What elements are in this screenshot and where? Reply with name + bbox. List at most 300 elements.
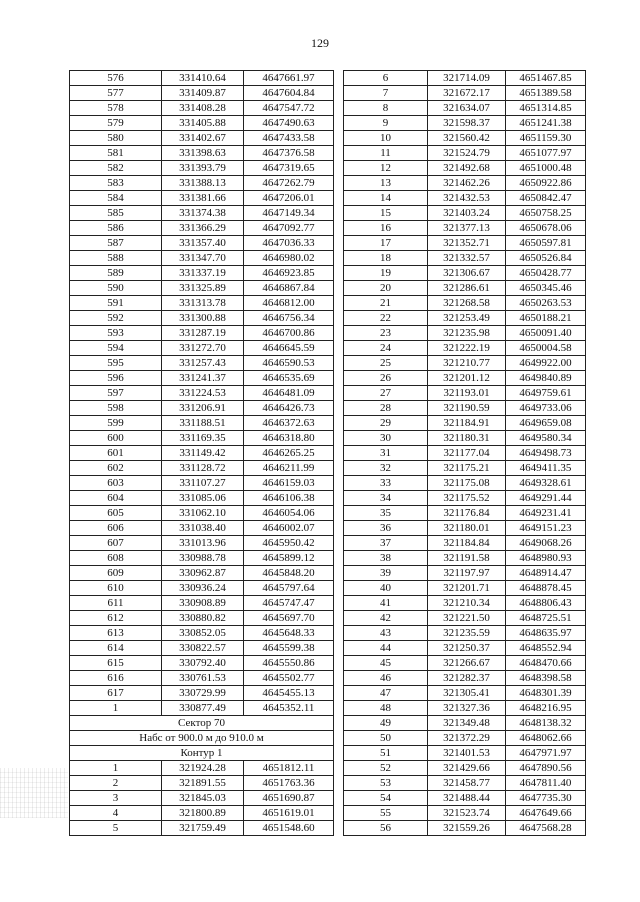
x-coordinate-cell: 321349.48 bbox=[428, 716, 506, 731]
table-row bbox=[344, 401, 586, 416]
table-row bbox=[70, 791, 334, 806]
point-number-cell: 23 bbox=[344, 326, 428, 341]
table-row bbox=[344, 731, 586, 746]
y-coordinate-cell: 4647206.01 bbox=[244, 191, 334, 206]
point-number-cell: 48 bbox=[344, 701, 428, 716]
x-coordinate-cell: 321559.26 bbox=[428, 821, 506, 836]
point-number-cell: 613 bbox=[70, 626, 162, 641]
table-row bbox=[70, 86, 334, 101]
point-number-cell: 606 bbox=[70, 521, 162, 536]
point-number-cell: 584 bbox=[70, 191, 162, 206]
point-number-cell: 39 bbox=[344, 566, 428, 581]
point-number-cell: 597 bbox=[70, 386, 162, 401]
table-row bbox=[344, 176, 586, 191]
x-coordinate-cell: 321286.61 bbox=[428, 281, 506, 296]
x-coordinate-cell: 321210.34 bbox=[428, 596, 506, 611]
table-row bbox=[344, 446, 586, 461]
x-coordinate-cell: 331409.87 bbox=[162, 86, 244, 101]
table-row bbox=[344, 236, 586, 251]
point-number-cell: 3 bbox=[70, 791, 162, 806]
table-row bbox=[70, 596, 334, 611]
point-number-cell: 587 bbox=[70, 236, 162, 251]
table-row bbox=[344, 146, 586, 161]
x-coordinate-cell: 330729.99 bbox=[162, 686, 244, 701]
point-number-cell: 31 bbox=[344, 446, 428, 461]
x-coordinate-cell: 321429.66 bbox=[428, 761, 506, 776]
y-coordinate-cell: 4647433.58 bbox=[244, 131, 334, 146]
table-row bbox=[344, 686, 586, 701]
point-number-cell: 32 bbox=[344, 461, 428, 476]
point-number-cell: 12 bbox=[344, 161, 428, 176]
y-coordinate-cell: 4648301.39 bbox=[506, 686, 586, 701]
table-row bbox=[344, 101, 586, 116]
sector-height-row bbox=[70, 731, 334, 746]
x-coordinate-cell: 331062.10 bbox=[162, 506, 244, 521]
x-coordinate-cell: 321180.31 bbox=[428, 431, 506, 446]
table-row bbox=[70, 821, 334, 836]
table-row bbox=[344, 566, 586, 581]
x-coordinate-cell: 321458.77 bbox=[428, 776, 506, 791]
x-coordinate-cell: 331257.43 bbox=[162, 356, 244, 371]
point-number-cell: 55 bbox=[344, 806, 428, 821]
table-row bbox=[70, 656, 334, 671]
y-coordinate-cell: 4647376.58 bbox=[244, 146, 334, 161]
point-number-cell: 18 bbox=[344, 251, 428, 266]
x-coordinate-cell: 331128.72 bbox=[162, 461, 244, 476]
y-coordinate-cell: 4650922.86 bbox=[506, 176, 586, 191]
x-coordinate-cell: 330962.87 bbox=[162, 566, 244, 581]
point-number-cell: 52 bbox=[344, 761, 428, 776]
y-coordinate-cell: 4646481.09 bbox=[244, 386, 334, 401]
y-coordinate-cell: 4649328.61 bbox=[506, 476, 586, 491]
x-coordinate-cell: 331393.79 bbox=[162, 161, 244, 176]
x-coordinate-cell: 331313.78 bbox=[162, 296, 244, 311]
y-coordinate-cell: 4649922.00 bbox=[506, 356, 586, 371]
y-coordinate-cell: 4651389.58 bbox=[506, 86, 586, 101]
point-number-cell: 586 bbox=[70, 221, 162, 236]
y-coordinate-cell: 4648398.58 bbox=[506, 671, 586, 686]
point-number-cell: 27 bbox=[344, 386, 428, 401]
y-coordinate-cell: 4648635.97 bbox=[506, 626, 586, 641]
x-coordinate-cell: 331410.64 bbox=[162, 71, 244, 86]
point-number-cell: 37 bbox=[344, 536, 428, 551]
x-coordinate-cell: 321891.55 bbox=[162, 776, 244, 791]
point-number-cell: 19 bbox=[344, 266, 428, 281]
table-row bbox=[70, 251, 334, 266]
point-number-cell: 599 bbox=[70, 416, 162, 431]
y-coordinate-cell: 4649659.08 bbox=[506, 416, 586, 431]
y-coordinate-cell: 4646426.73 bbox=[244, 401, 334, 416]
point-number-cell: 54 bbox=[344, 791, 428, 806]
y-coordinate-cell: 4646923.85 bbox=[244, 266, 334, 281]
point-number-cell: 6 bbox=[344, 71, 428, 86]
table-row bbox=[344, 341, 586, 356]
x-coordinate-cell: 331206.91 bbox=[162, 401, 244, 416]
x-coordinate-cell: 330822.57 bbox=[162, 641, 244, 656]
x-coordinate-cell: 321523.74 bbox=[428, 806, 506, 821]
x-coordinate-cell: 331241.37 bbox=[162, 371, 244, 386]
y-coordinate-cell: 4651690.87 bbox=[244, 791, 334, 806]
point-number-cell: 614 bbox=[70, 641, 162, 656]
table-row bbox=[344, 596, 586, 611]
point-number-cell: 33 bbox=[344, 476, 428, 491]
point-number-cell: 51 bbox=[344, 746, 428, 761]
point-number-cell: 14 bbox=[344, 191, 428, 206]
y-coordinate-cell: 4649840.89 bbox=[506, 371, 586, 386]
table-row bbox=[70, 266, 334, 281]
y-coordinate-cell: 4651241.38 bbox=[506, 116, 586, 131]
point-number-cell: 4 bbox=[70, 806, 162, 821]
table-row bbox=[344, 581, 586, 596]
table-row bbox=[70, 161, 334, 176]
y-coordinate-cell: 4647319.65 bbox=[244, 161, 334, 176]
x-coordinate-cell: 321845.03 bbox=[162, 791, 244, 806]
x-coordinate-cell: 321201.71 bbox=[428, 581, 506, 596]
x-coordinate-cell: 321488.44 bbox=[428, 791, 506, 806]
x-coordinate-cell: 331402.67 bbox=[162, 131, 244, 146]
point-number-cell: 1 bbox=[70, 701, 162, 716]
x-coordinate-cell: 321191.58 bbox=[428, 551, 506, 566]
x-coordinate-cell: 321492.68 bbox=[428, 161, 506, 176]
x-coordinate-cell: 330852.05 bbox=[162, 626, 244, 641]
point-number-cell: 610 bbox=[70, 581, 162, 596]
x-coordinate-cell: 321332.57 bbox=[428, 251, 506, 266]
point-number-cell: 577 bbox=[70, 86, 162, 101]
y-coordinate-cell: 4651812.11 bbox=[244, 761, 334, 776]
y-coordinate-cell: 4647149.34 bbox=[244, 206, 334, 221]
table-row bbox=[70, 701, 334, 716]
y-coordinate-cell: 4647262.79 bbox=[244, 176, 334, 191]
coordinates-table-right bbox=[343, 70, 586, 836]
table-row bbox=[344, 161, 586, 176]
y-coordinate-cell: 4645697.70 bbox=[244, 611, 334, 626]
y-coordinate-cell: 4645352.11 bbox=[244, 701, 334, 716]
point-number-cell: 40 bbox=[344, 581, 428, 596]
point-number-cell: 598 bbox=[70, 401, 162, 416]
y-coordinate-cell: 4645550.86 bbox=[244, 656, 334, 671]
x-coordinate-cell: 331405.88 bbox=[162, 116, 244, 131]
y-coordinate-cell: 4649231.41 bbox=[506, 506, 586, 521]
table-row bbox=[344, 776, 586, 791]
table-row bbox=[70, 686, 334, 701]
y-coordinate-cell: 4651314.85 bbox=[506, 101, 586, 116]
contour-heading-row bbox=[70, 746, 334, 761]
table-row bbox=[70, 581, 334, 596]
y-coordinate-cell: 4646590.53 bbox=[244, 356, 334, 371]
table-row bbox=[344, 746, 586, 761]
table-row bbox=[70, 431, 334, 446]
y-coordinate-cell: 4648216.95 bbox=[506, 701, 586, 716]
table-row bbox=[344, 431, 586, 446]
point-number-cell: 5 bbox=[70, 821, 162, 836]
point-number-cell: 45 bbox=[344, 656, 428, 671]
point-number-cell: 34 bbox=[344, 491, 428, 506]
table-row bbox=[70, 491, 334, 506]
y-coordinate-cell: 4646867.84 bbox=[244, 281, 334, 296]
y-coordinate-cell: 4647036.33 bbox=[244, 236, 334, 251]
point-number-cell: 35 bbox=[344, 506, 428, 521]
y-coordinate-cell: 4646265.25 bbox=[244, 446, 334, 461]
y-coordinate-cell: 4646372.63 bbox=[244, 416, 334, 431]
point-number-cell: 47 bbox=[344, 686, 428, 701]
x-coordinate-cell: 330761.53 bbox=[162, 671, 244, 686]
table-row bbox=[70, 641, 334, 656]
y-coordinate-cell: 4649151.23 bbox=[506, 521, 586, 536]
y-coordinate-cell: 4648806.43 bbox=[506, 596, 586, 611]
table-row bbox=[70, 356, 334, 371]
point-number-cell: 42 bbox=[344, 611, 428, 626]
point-number-cell: 28 bbox=[344, 401, 428, 416]
x-coordinate-cell: 321306.67 bbox=[428, 266, 506, 281]
x-coordinate-cell: 321184.91 bbox=[428, 416, 506, 431]
point-number-cell: 585 bbox=[70, 206, 162, 221]
y-coordinate-cell: 4650345.46 bbox=[506, 281, 586, 296]
y-coordinate-cell: 4647547.72 bbox=[244, 101, 334, 116]
point-number-cell: 17 bbox=[344, 236, 428, 251]
point-number-cell: 38 bbox=[344, 551, 428, 566]
x-coordinate-cell: 321210.77 bbox=[428, 356, 506, 371]
point-number-cell: 612 bbox=[70, 611, 162, 626]
y-coordinate-cell: 4648725.51 bbox=[506, 611, 586, 626]
y-coordinate-cell: 4645648.33 bbox=[244, 626, 334, 641]
x-coordinate-cell: 321282.37 bbox=[428, 671, 506, 686]
x-coordinate-cell: 331325.89 bbox=[162, 281, 244, 296]
x-coordinate-cell: 331038.40 bbox=[162, 521, 244, 536]
point-number-cell: 578 bbox=[70, 101, 162, 116]
x-coordinate-cell: 321175.08 bbox=[428, 476, 506, 491]
x-coordinate-cell: 331107.27 bbox=[162, 476, 244, 491]
y-coordinate-cell: 4646535.69 bbox=[244, 371, 334, 386]
x-coordinate-cell: 321672.17 bbox=[428, 86, 506, 101]
table-row bbox=[344, 311, 586, 326]
table-row bbox=[344, 611, 586, 626]
y-coordinate-cell: 4646002.07 bbox=[244, 521, 334, 536]
table-row bbox=[70, 626, 334, 641]
table-row bbox=[344, 371, 586, 386]
x-coordinate-cell: 321714.09 bbox=[428, 71, 506, 86]
y-coordinate-cell: 4650091.40 bbox=[506, 326, 586, 341]
y-coordinate-cell: 4646106.38 bbox=[244, 491, 334, 506]
x-coordinate-cell: 321268.58 bbox=[428, 296, 506, 311]
y-coordinate-cell: 4646756.34 bbox=[244, 311, 334, 326]
y-coordinate-cell: 4650842.47 bbox=[506, 191, 586, 206]
table-row bbox=[344, 251, 586, 266]
y-coordinate-cell: 4647092.77 bbox=[244, 221, 334, 236]
x-coordinate-cell: 331272.70 bbox=[162, 341, 244, 356]
y-coordinate-cell: 4650526.84 bbox=[506, 251, 586, 266]
point-number-cell: 611 bbox=[70, 596, 162, 611]
table-row bbox=[70, 806, 334, 821]
x-coordinate-cell: 321560.42 bbox=[428, 131, 506, 146]
y-coordinate-cell: 4646318.80 bbox=[244, 431, 334, 446]
y-coordinate-cell: 4647649.66 bbox=[506, 806, 586, 821]
y-coordinate-cell: 4650758.25 bbox=[506, 206, 586, 221]
y-coordinate-cell: 4649759.61 bbox=[506, 386, 586, 401]
scan-noise bbox=[0, 768, 68, 818]
point-number-cell: 608 bbox=[70, 551, 162, 566]
point-number-cell: 46 bbox=[344, 671, 428, 686]
table-row bbox=[70, 401, 334, 416]
point-number-cell: 590 bbox=[70, 281, 162, 296]
point-number-cell: 579 bbox=[70, 116, 162, 131]
x-coordinate-cell: 331347.70 bbox=[162, 251, 244, 266]
table-row bbox=[344, 191, 586, 206]
x-coordinate-cell: 331408.28 bbox=[162, 101, 244, 116]
x-coordinate-cell: 321184.84 bbox=[428, 536, 506, 551]
x-coordinate-cell: 331085.06 bbox=[162, 491, 244, 506]
x-coordinate-cell: 321327.36 bbox=[428, 701, 506, 716]
table-row bbox=[344, 701, 586, 716]
x-coordinate-cell: 331357.40 bbox=[162, 236, 244, 251]
table-row bbox=[70, 761, 334, 776]
point-number-cell: 10 bbox=[344, 131, 428, 146]
point-number-cell: 15 bbox=[344, 206, 428, 221]
point-number-cell: 581 bbox=[70, 146, 162, 161]
y-coordinate-cell: 4651548.60 bbox=[244, 821, 334, 836]
table-row bbox=[344, 221, 586, 236]
table-row bbox=[70, 776, 334, 791]
y-coordinate-cell: 4650004.58 bbox=[506, 341, 586, 356]
point-number-cell: 580 bbox=[70, 131, 162, 146]
table-row bbox=[344, 551, 586, 566]
point-number-cell: 7 bbox=[344, 86, 428, 101]
table-row bbox=[344, 491, 586, 506]
x-coordinate-cell: 331398.63 bbox=[162, 146, 244, 161]
point-number-cell: 9 bbox=[344, 116, 428, 131]
point-number-cell: 20 bbox=[344, 281, 428, 296]
point-number-cell: 600 bbox=[70, 431, 162, 446]
y-coordinate-cell: 4651467.85 bbox=[506, 71, 586, 86]
table-row bbox=[70, 326, 334, 341]
x-coordinate-cell: 321176.84 bbox=[428, 506, 506, 521]
y-coordinate-cell: 4651763.36 bbox=[244, 776, 334, 791]
y-coordinate-cell: 4648552.94 bbox=[506, 641, 586, 656]
x-coordinate-cell: 331149.42 bbox=[162, 446, 244, 461]
table-row bbox=[70, 176, 334, 191]
x-coordinate-cell: 321598.37 bbox=[428, 116, 506, 131]
y-coordinate-cell: 4646700.86 bbox=[244, 326, 334, 341]
y-coordinate-cell: 4646054.06 bbox=[244, 506, 334, 521]
point-number-cell: 1 bbox=[70, 761, 162, 776]
point-number-cell: 11 bbox=[344, 146, 428, 161]
x-coordinate-cell: 331337.19 bbox=[162, 266, 244, 281]
point-number-cell: 595 bbox=[70, 356, 162, 371]
table-row bbox=[344, 641, 586, 656]
x-coordinate-cell: 331300.88 bbox=[162, 311, 244, 326]
y-coordinate-cell: 4645950.42 bbox=[244, 536, 334, 551]
table-row bbox=[344, 806, 586, 821]
point-number-cell: 41 bbox=[344, 596, 428, 611]
x-coordinate-cell: 321266.67 bbox=[428, 656, 506, 671]
table-row bbox=[70, 671, 334, 686]
x-coordinate-cell: 331287.19 bbox=[162, 326, 244, 341]
point-number-cell: 36 bbox=[344, 521, 428, 536]
point-number-cell: 53 bbox=[344, 776, 428, 791]
table-row bbox=[344, 761, 586, 776]
table-row bbox=[344, 71, 586, 86]
y-coordinate-cell: 4650678.06 bbox=[506, 221, 586, 236]
point-number-cell: 2 bbox=[70, 776, 162, 791]
x-coordinate-cell: 321190.59 bbox=[428, 401, 506, 416]
point-number-cell: 44 bbox=[344, 641, 428, 656]
y-coordinate-cell: 4647490.63 bbox=[244, 116, 334, 131]
x-coordinate-cell: 331188.51 bbox=[162, 416, 244, 431]
y-coordinate-cell: 4646645.59 bbox=[244, 341, 334, 356]
x-coordinate-cell: 330880.82 bbox=[162, 611, 244, 626]
table-row bbox=[344, 281, 586, 296]
point-number-cell: 582 bbox=[70, 161, 162, 176]
y-coordinate-cell: 4651159.30 bbox=[506, 131, 586, 146]
table-row bbox=[70, 206, 334, 221]
point-number-cell: 604 bbox=[70, 491, 162, 506]
y-coordinate-cell: 4647661.97 bbox=[244, 71, 334, 86]
table-row bbox=[344, 461, 586, 476]
y-coordinate-cell: 4646211.99 bbox=[244, 461, 334, 476]
x-coordinate-cell: 321180.01 bbox=[428, 521, 506, 536]
table-row bbox=[70, 551, 334, 566]
y-coordinate-cell: 4645747.47 bbox=[244, 596, 334, 611]
table-row bbox=[70, 221, 334, 236]
y-coordinate-cell: 4646159.03 bbox=[244, 476, 334, 491]
table-row bbox=[70, 131, 334, 146]
y-coordinate-cell: 4648470.66 bbox=[506, 656, 586, 671]
point-number-cell: 24 bbox=[344, 341, 428, 356]
x-coordinate-cell: 321462.26 bbox=[428, 176, 506, 191]
table-row bbox=[70, 146, 334, 161]
x-coordinate-cell: 321634.07 bbox=[428, 101, 506, 116]
point-number-cell: 30 bbox=[344, 431, 428, 446]
table-row bbox=[344, 416, 586, 431]
x-coordinate-cell: 330877.49 bbox=[162, 701, 244, 716]
table-row bbox=[70, 236, 334, 251]
y-coordinate-cell: 4646980.02 bbox=[244, 251, 334, 266]
coordinates-table-left bbox=[69, 70, 334, 836]
y-coordinate-cell: 4648980.93 bbox=[506, 551, 586, 566]
point-number-cell: 49 bbox=[344, 716, 428, 731]
table-row bbox=[70, 536, 334, 551]
point-number-cell: 603 bbox=[70, 476, 162, 491]
y-coordinate-cell: 4650263.53 bbox=[506, 296, 586, 311]
y-coordinate-cell: 4647568.28 bbox=[506, 821, 586, 836]
x-coordinate-cell: 331169.35 bbox=[162, 431, 244, 446]
x-coordinate-cell: 321524.79 bbox=[428, 146, 506, 161]
point-number-cell: 594 bbox=[70, 341, 162, 356]
x-coordinate-cell: 321175.52 bbox=[428, 491, 506, 506]
y-coordinate-cell: 4647890.56 bbox=[506, 761, 586, 776]
y-coordinate-cell: 4648062.66 bbox=[506, 731, 586, 746]
x-coordinate-cell: 321250.37 bbox=[428, 641, 506, 656]
x-coordinate-cell: 321235.98 bbox=[428, 326, 506, 341]
table-row bbox=[344, 386, 586, 401]
x-coordinate-cell: 321800.89 bbox=[162, 806, 244, 821]
y-coordinate-cell: 4648138.32 bbox=[506, 716, 586, 731]
contour-title: Контур 1 bbox=[70, 746, 334, 761]
x-coordinate-cell: 331381.66 bbox=[162, 191, 244, 206]
sector-heading-row bbox=[70, 716, 334, 731]
table-row bbox=[344, 326, 586, 341]
y-coordinate-cell: 4645502.77 bbox=[244, 671, 334, 686]
table-row bbox=[70, 521, 334, 536]
table-row bbox=[70, 386, 334, 401]
y-coordinate-cell: 4647811.40 bbox=[506, 776, 586, 791]
y-coordinate-cell: 4648914.47 bbox=[506, 566, 586, 581]
y-coordinate-cell: 4650428.77 bbox=[506, 266, 586, 281]
table-row bbox=[344, 671, 586, 686]
y-coordinate-cell: 4649498.73 bbox=[506, 446, 586, 461]
y-coordinate-cell: 4651619.01 bbox=[244, 806, 334, 821]
point-number-cell: 605 bbox=[70, 506, 162, 521]
x-coordinate-cell: 331366.29 bbox=[162, 221, 244, 236]
